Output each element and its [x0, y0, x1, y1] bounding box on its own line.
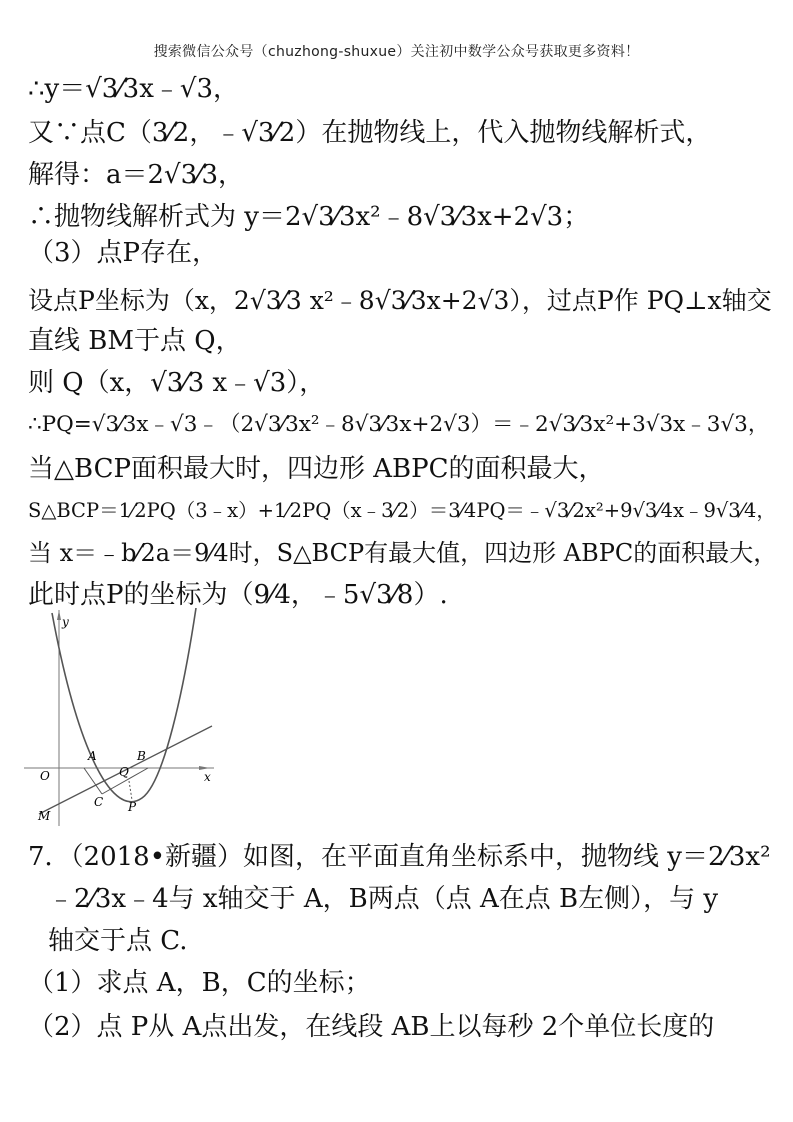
- solution-line-6: 设点P坐标为（x，2√3⁄3 x²﹣8√3⁄3x+2√3），过点P作 PQ⊥x轴交: [28, 286, 772, 315]
- solution-line-9: ∴PQ=√3⁄3x﹣√3﹣（2√3⁄3x²﹣8√3⁄3x+2√3）＝﹣2√3⁄3x²+3√3x﹣3√3，: [28, 412, 770, 437]
- solution-line-2: 又∵点C（3⁄2，﹣√3⁄2）在抛物线上，代入抛物线解析式，: [28, 118, 712, 148]
- problem-line-3: 轴交于点 C.: [48, 926, 188, 956]
- label-c: C: [94, 795, 104, 809]
- solution-line-11: S△BCP＝1⁄2PQ（3﹣x）+1⁄2PQ（x﹣3⁄2）＝3⁄4PQ＝﹣√3⁄2x²+9√3⁄4x﹣9√3⁄4，: [28, 499, 776, 522]
- problem-line-1: 7．（2018•新疆）如图，在平面直角坐标系中，抛物线 y＝2⁄3x²: [28, 842, 771, 872]
- label-q: Q: [119, 765, 129, 779]
- problem-line-5: （2）点 P从 A点出发，在线段 AB上以每秒 2个单位长度的: [28, 1012, 715, 1042]
- solution-line-3: 解得：a＝2√3⁄3，: [28, 160, 245, 190]
- solution-line-1: ∴y＝√3⁄3x﹣√3，: [28, 74, 239, 104]
- parabola-graph-figure: [24, 608, 220, 826]
- solution-line-5: （3）点P存在，: [28, 238, 219, 268]
- solution-line-8: 则 Q（x，√3⁄3 x﹣√3），: [28, 368, 326, 398]
- segment-pq: [129, 781, 132, 800]
- problem-line-4: （1）求点 A，B，C的坐标；: [28, 968, 371, 998]
- problem-line-2: ﹣2⁄3x﹣4与 x轴交于 A，B两点（点 A在点 B左侧），与 y: [48, 884, 719, 914]
- label-b: B: [137, 749, 146, 763]
- solution-line-12: 当 x＝﹣b⁄2a＝9⁄4时，S△BCP有最大值，四边形 ABPC的面积最大，: [28, 539, 778, 567]
- page-header-banner: 搜索微信公众号（chuzhong-shuxue）关注初中数学公众号获取更多资料！: [153, 44, 640, 60]
- label-p: P: [128, 800, 137, 814]
- label-m: M: [38, 809, 51, 823]
- solution-line-7: 直线 BM于点 Q，: [28, 326, 242, 356]
- label-x: x: [204, 770, 211, 784]
- solution-line-4: ∴抛物线解析式为 y＝2√3⁄3x²﹣8√3⁄3x+2√3；: [28, 202, 590, 232]
- solution-line-10: 当△BCP面积最大时，四边形 ABPC的面积最大，: [28, 454, 605, 484]
- label-o: O: [40, 769, 50, 783]
- label-a: A: [88, 749, 97, 763]
- label-y: y: [62, 615, 69, 629]
- solution-line-13: 此时点P的坐标为（9⁄4，﹣5√3⁄8）.: [28, 580, 448, 610]
